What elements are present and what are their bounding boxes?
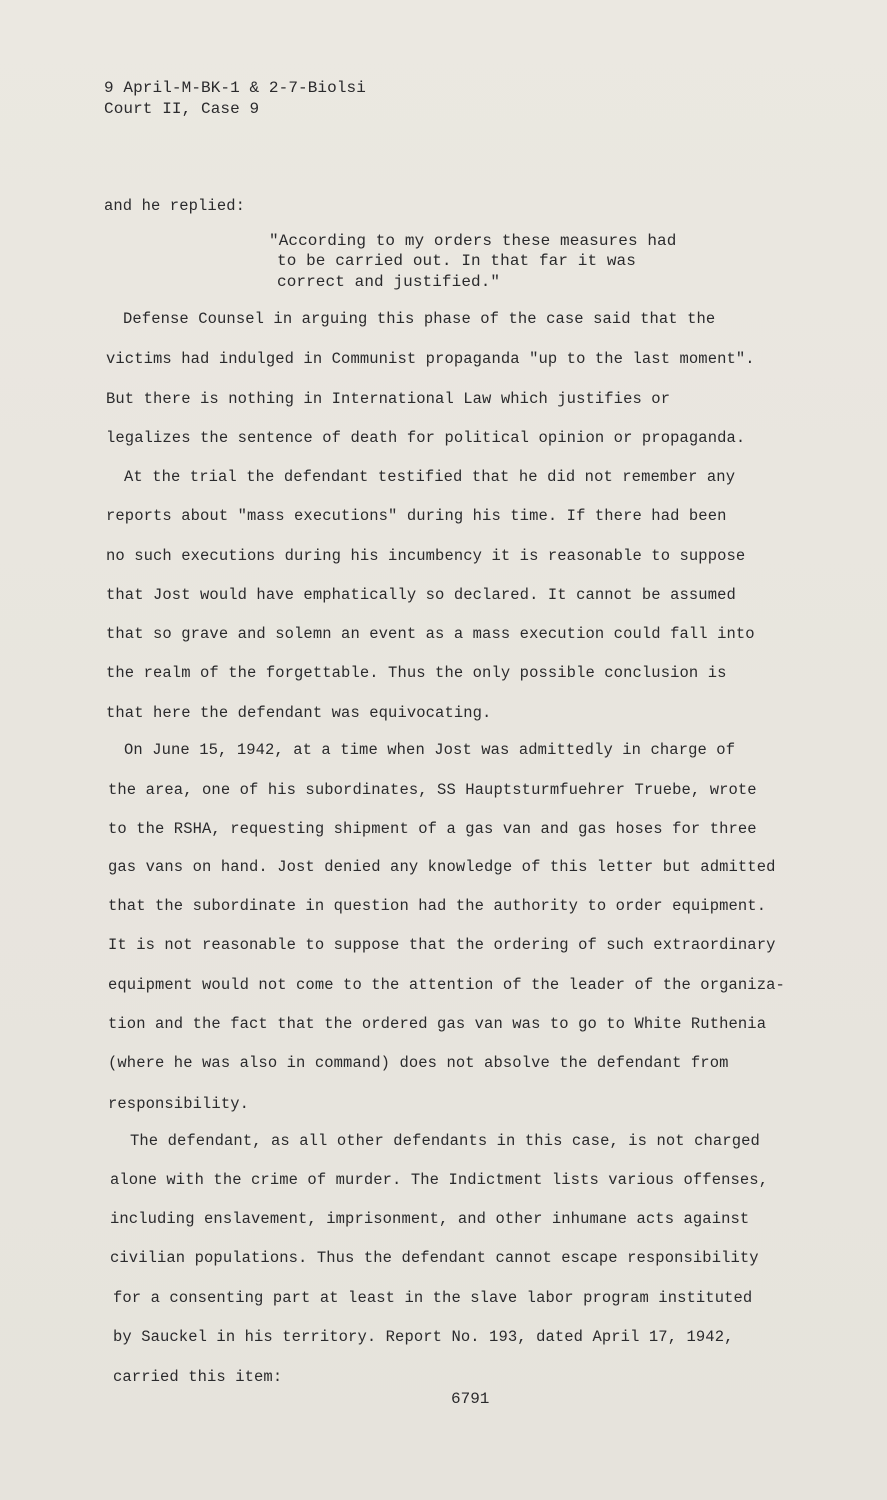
body-line: to the RSHA, requesting shipment of a gas van and gas hoses for three xyxy=(108,820,757,838)
body-line: tion and the fact that the ordered gas van was to go to White Ruthenia xyxy=(108,1015,767,1033)
body-line: that here the defendant was equivocating. xyxy=(106,704,492,722)
body-line: It is not reasonable to suppose that the ordering of such extraordinary xyxy=(108,936,776,954)
body-line: But there is nothing in International Law which justifies or xyxy=(106,390,671,408)
page-number: 6791 xyxy=(451,1390,490,1408)
body-line: that the subordinate in question had the authority to order equipment. xyxy=(108,897,767,915)
body-line: (where he was also in command) does not absolve the defendant from xyxy=(108,1054,729,1072)
header-reference: 9 April-M-BK-1 & 2-7-Biolsi xyxy=(104,79,366,97)
quote-line: to be carried out. In that far it was xyxy=(277,252,636,270)
intro-text: and he replied: xyxy=(104,197,246,215)
body-line: gas vans on hand. Jost denied any knowledge of this letter but admitted xyxy=(108,858,776,876)
body-line: At the trial the defendant testified that he did not remember any xyxy=(124,468,736,486)
body-line: civilian populations. Thus the defendant cannot escape responsibility xyxy=(110,1249,759,1267)
body-line: On June 15, 1942, at a time when Jost was admittedly in charge of xyxy=(124,741,736,759)
body-line: including enslavement, imprisonment, and other inhumane acts against xyxy=(110,1210,750,1228)
quote-line: correct and justified." xyxy=(277,273,501,291)
body-line: alone with the crime of murder. The Indictment lists various offenses, xyxy=(110,1171,769,1189)
body-line: equipment would not come to the attention of the leader of the organiza- xyxy=(108,976,785,994)
body-line: responsibility. xyxy=(108,1095,250,1113)
body-line: for a consenting part at least in the slave labor program instituted xyxy=(113,1289,753,1307)
body-line: reports about "mass executions" during his time. If there had been xyxy=(106,507,727,525)
body-line: carried this item: xyxy=(113,1368,283,1386)
header-court: Court II, Case 9 xyxy=(104,100,260,118)
body-line: that Jost would have emphatically so declared. It cannot be assumed xyxy=(106,586,736,604)
body-line: that so grave and solemn an event as a mass execution could fall into xyxy=(106,625,755,643)
body-line: Defense Counsel in arguing this phase of the case said that the xyxy=(123,310,716,328)
body-line: The defendant, as all other defendants in this case, is not charged xyxy=(130,1132,760,1150)
body-line: victims had indulged in Communist propaganda "up to the last moment". xyxy=(106,350,755,368)
body-line: the area, one of his subordinates, SS Hauptsturmfuehrer Truebe, wrote xyxy=(108,781,757,799)
body-line: by Sauckel in his territory. Report No. 193, dated April 17, 1942, xyxy=(113,1328,734,1346)
body-line: legalizes the sentence of death for political opinion or propaganda. xyxy=(106,429,746,447)
quote-line: "According to my orders these measures had xyxy=(269,232,677,250)
body-line: no such executions during his incumbency it is reasonable to suppose xyxy=(106,547,746,565)
body-line: the realm of the forgettable. Thus the only possible conclusion is xyxy=(106,664,727,682)
